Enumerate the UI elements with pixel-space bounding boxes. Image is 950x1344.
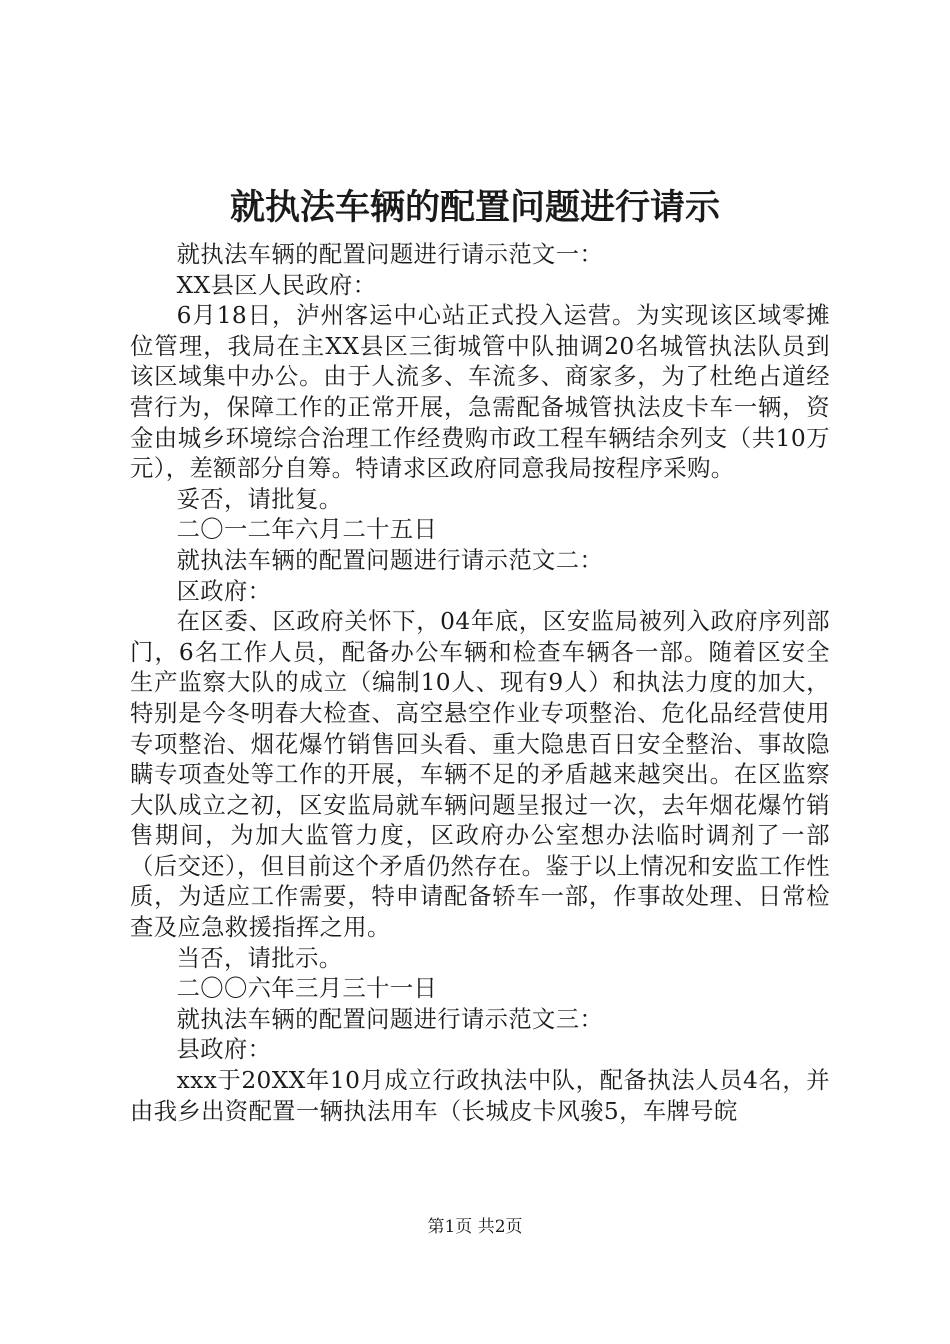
body-paragraph: xxx于20XX年10月成立行政执法中队，配备执法人员4名，并由我乡出资配置一辆执法用车（长城皮卡风骏5，车牌号皖 [130,1067,830,1125]
salutation: 区政府： [176,577,272,605]
body-paragraph: 6月18日，泸州客运中心站正式投入运营。为实现该区域零摊位管理，我局在主XX县区三街城管中队抽调20名城管执法队员到该区域集中办公。由于人流多、车流多、商家多，为了杜绝占道经营行为，保障工作的正常开展，急需配备城管执法皮卡车一辆，资金由城乡环境综合治理工作经费购市政工程车辆结余列支（共10万元），差额部分自筹。特请求区政府同意我局按程序采购。 [130,302,830,483]
section-heading: 就执法车辆的配置问题进行请示范文一： [176,241,604,268]
closing-line: 当否，请批示。 [176,944,343,972]
section-heading: 就执法车辆的配置问题进行请示范文二： [176,546,604,574]
document-title: 就执法车辆的配置问题进行请示 [229,187,720,228]
document-body [130,240,830,1127]
salutation: 县政府： [176,1036,272,1064]
salutation: XX县区人民政府： [176,271,377,299]
body-paragraph: 在区委、区政府关怀下，04年底，区安监局被列入政府序列部门，6名工作人员，配备办公车辆和检查车辆各一部。随着区安全生产监察大队的成立（编制10人、现有9人）和执法力度的加大，特别是今冬明春大检查、高空悬空作业专项整治、危化品经营使用专项整治、烟花爆竹销售回头看、重大隐患百日安全整治、事故隐瞒专项查处等工作的开展，车辆不足的矛盾越来越突出。在区监察大队成立之初，区安监局就车辆问题呈报过一次，去年烟花爆竹销售期间，为加大监管力度，区政府办公室想办法临时调剂了一部（后交还），但目前这个矛盾仍然存在。鉴于以上情况和安监工作性质，为适应工作需要，特申请配备轿车一部，作事故处理、日常检查及应急救援指挥之用。 [130,608,830,942]
page-footer: 第1页 共2页 [427,1217,523,1237]
closing-line: 妥否，请批复。 [176,485,343,513]
date-line: 二〇一二年六月二十五日 [176,516,438,544]
date-line: 二〇〇六年三月三十一日 [176,975,438,1003]
section-heading: 就执法车辆的配置问题进行请示范文三： [176,1005,604,1033]
